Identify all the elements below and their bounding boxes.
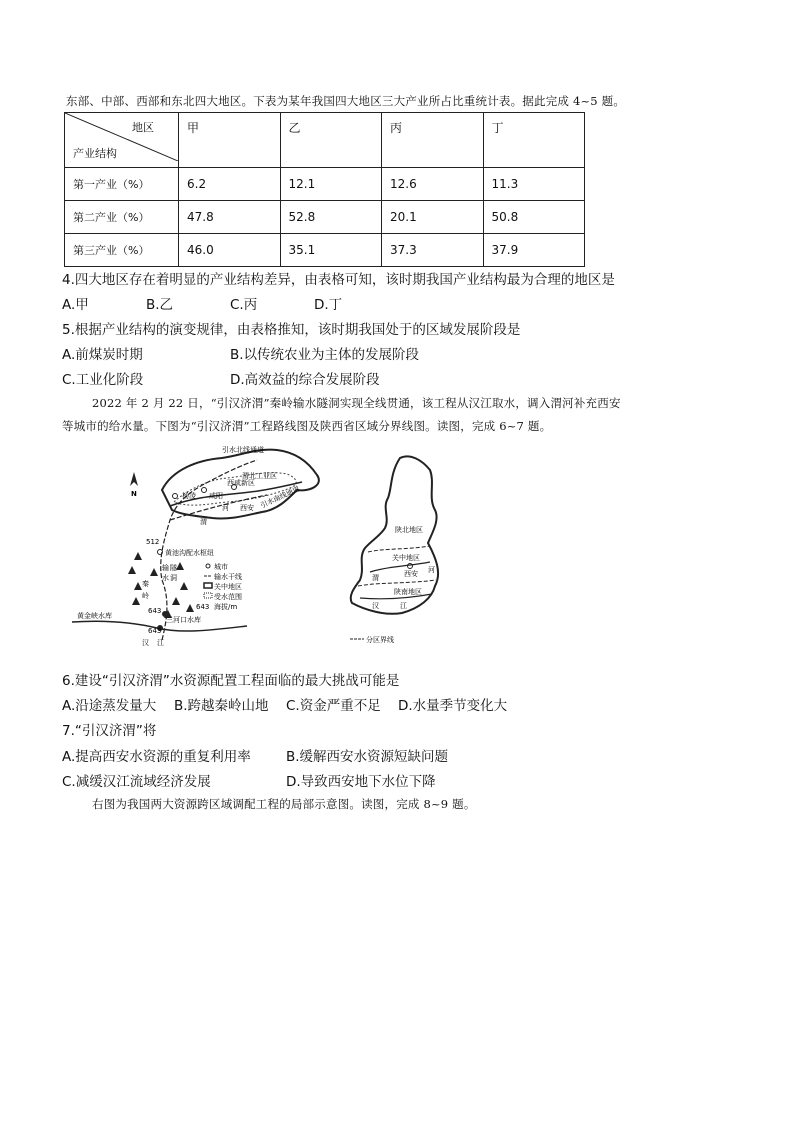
label-qin: 秦 — [142, 580, 149, 588]
column-header: 丁 — [483, 113, 585, 168]
label-tunnel-3: 隧 — [170, 564, 177, 572]
option-a[interactable]: A.提高西安水资源的重复利用率 — [62, 749, 251, 765]
table-cell: 35.1 — [280, 234, 382, 267]
label-jiang-right: 江 — [400, 602, 407, 610]
zone-boundary-2 — [358, 580, 436, 586]
question-5-options-row2 — [62, 368, 380, 388]
legend-zone-boundary: 分区界线 — [366, 636, 394, 644]
label-tunnel-2: 水 — [162, 574, 169, 582]
label-xian: 西安 — [240, 504, 254, 512]
table-cell: 46.0 — [179, 234, 281, 267]
legend-elevation-value: 643 — [196, 603, 210, 611]
option-b[interactable]: B.跨越秦岭山地 — [174, 698, 269, 714]
label-sanhekou: 三河口水库 — [166, 616, 201, 624]
table-row — [65, 201, 585, 234]
label-han-right: 汉 — [372, 602, 379, 610]
legend-guanzhong: 关中地区 — [214, 583, 242, 591]
question-6-options — [62, 694, 507, 714]
table-header-row — [65, 113, 585, 168]
label-elevation-643-b: 643 — [148, 627, 162, 635]
north-arrow-icon — [130, 472, 138, 498]
row-label: 第二产业（%） — [65, 201, 179, 234]
zone-boundary-1 — [368, 546, 430, 552]
label-tunnel-1: 输 — [162, 564, 169, 572]
option-d[interactable]: D.高效益的综合发展阶段 — [230, 372, 380, 388]
column-header: 甲 — [179, 113, 281, 168]
question-7-options-row1 — [62, 745, 448, 765]
option-b[interactable]: B.以传统农业为主体的发展阶段 — [230, 347, 420, 363]
label-guanzhong-right: 关中地区 — [392, 554, 420, 562]
table-cell: 37.9 — [483, 234, 585, 267]
question-4-options — [62, 293, 342, 313]
industry-structure-table — [64, 112, 585, 267]
label-tunnel-4: 洞 — [170, 574, 177, 582]
question-5-stem: 5.根据产业结构的演变规律，由表格推知，该时期我国处于的区域发展阶段是 — [62, 322, 521, 338]
option-c[interactable]: C.减缓汉江流域经济发展 — [62, 774, 211, 790]
label-north-canal: 引水北线通道 — [222, 446, 264, 454]
label-industrial-zone: 渭北工业区 — [242, 472, 277, 480]
option-b[interactable]: B.乙 — [146, 297, 174, 313]
column-header: 丙 — [382, 113, 484, 168]
label-han: 汉 — [142, 639, 149, 647]
label-xian-right: 西安 — [404, 570, 418, 578]
table-cell: 37.3 — [382, 234, 484, 267]
option-c[interactable]: C.资金严重不足 — [286, 698, 381, 714]
label-ling: 岭 — [142, 592, 149, 600]
question-7-stem: 7.“引汉济渭”将 — [62, 723, 157, 739]
option-d[interactable]: D.丁 — [314, 297, 343, 313]
question-5-options-row1 — [62, 343, 419, 363]
legend-elevation: 海拔/m — [214, 603, 238, 611]
question-6-stem: 6.建设“引汉济渭”水资源配置工程面临的最大挑战可能是 — [62, 673, 400, 689]
corner-label-structure: 产业结构 — [73, 147, 117, 160]
table-row — [65, 168, 585, 201]
north-label: N — [131, 490, 137, 498]
label-wei: 渭 — [200, 518, 207, 526]
option-d[interactable]: D.导致西安地下水位下降 — [286, 774, 436, 790]
table-cell: 12.1 — [280, 168, 382, 201]
route-map-legend — [196, 562, 242, 611]
label-yangling: 杨凌 — [182, 492, 196, 500]
option-b[interactable]: B.缓解西安水资源短缺问题 — [286, 749, 449, 765]
table-cell: 6.2 — [179, 168, 281, 201]
intro-text-6-7-line1: 2022 年 2 月 22 日，“引汉济渭”秦岭输水隧洞实现全线贯通，该工程从汉江取水，调入渭河补充西安 — [92, 396, 621, 410]
table-cell: 11.3 — [483, 168, 585, 201]
intro-text-8-9: 右图为我国两大资源跨区域调配工程的局部示意图。读图，完成 8~9 题。 — [92, 797, 476, 811]
row-label: 第三产业（%） — [65, 234, 179, 267]
table-corner-cell — [65, 113, 179, 168]
label-jiang: 江 — [157, 639, 164, 647]
label-huangjinxia: 黄金峡水库 — [77, 612, 112, 620]
table-cell: 20.1 — [382, 201, 484, 234]
option-d[interactable]: D.水量季节变化大 — [398, 698, 508, 714]
intro-text-4-5: 东部、中部、西部和东北四大地区。下表为某年我国四大地区三大产业所占比重统计表。据此完成 4~5 题。 — [66, 94, 626, 108]
table-cell: 47.8 — [179, 201, 281, 234]
label-elevation-512: 512 — [146, 538, 160, 546]
row-label: 第一产业（%） — [65, 168, 179, 201]
column-header: 乙 — [280, 113, 382, 168]
label-xianyang: 咸阳 — [209, 492, 223, 500]
option-a[interactable]: A.沿途蒸发量大 — [62, 698, 157, 714]
table-cell: 52.8 — [280, 201, 382, 234]
option-a[interactable]: A.甲 — [62, 297, 89, 313]
table-cell: 50.8 — [483, 201, 585, 234]
legend-city: 城市 — [214, 563, 228, 571]
label-wei-right: 渭 — [372, 574, 379, 582]
label-xixian: 西咸新区 — [227, 479, 255, 487]
intro-text-6-7-line2: 等城市的给水量。下图为“引汉济渭”工程路线图及陕西省区域分界线图。读图，完成 6~7 题。 — [62, 419, 552, 433]
route-map — [62, 440, 362, 655]
legend-trunk-line: 输水干线 — [214, 573, 242, 581]
option-c[interactable]: C.丙 — [230, 297, 258, 313]
corner-label-region: 地区 — [132, 121, 154, 134]
option-c[interactable]: C.工业化阶段 — [62, 372, 144, 388]
label-shaannan: 陕南地区 — [394, 588, 422, 596]
legend-receiving-range: 受水范围 — [214, 593, 242, 601]
wei-river-right — [370, 562, 430, 572]
label-he-right: 河 — [428, 566, 435, 574]
shaanxi-zoning-map — [340, 448, 460, 648]
question-4-stem: 4.四大地区存在着明显的产业结构差异，由表格可知，该时期我国产业结构最为合理的地区是 — [62, 272, 615, 288]
option-a[interactable]: A.前煤炭时期 — [62, 347, 143, 363]
question-7-options-row2 — [62, 770, 436, 790]
label-distribution-hub: 黄池沟配水枢纽 — [165, 549, 214, 557]
table-row — [65, 234, 585, 267]
label-he: 河 — [222, 504, 229, 512]
label-south-canal: 引水南线通道 — [259, 484, 301, 510]
label-elevation-643: 643 — [148, 607, 162, 615]
table-cell: 12.6 — [382, 168, 484, 201]
label-shaanbei: 陕北地区 — [395, 526, 423, 534]
xian-city-icon — [408, 564, 413, 569]
